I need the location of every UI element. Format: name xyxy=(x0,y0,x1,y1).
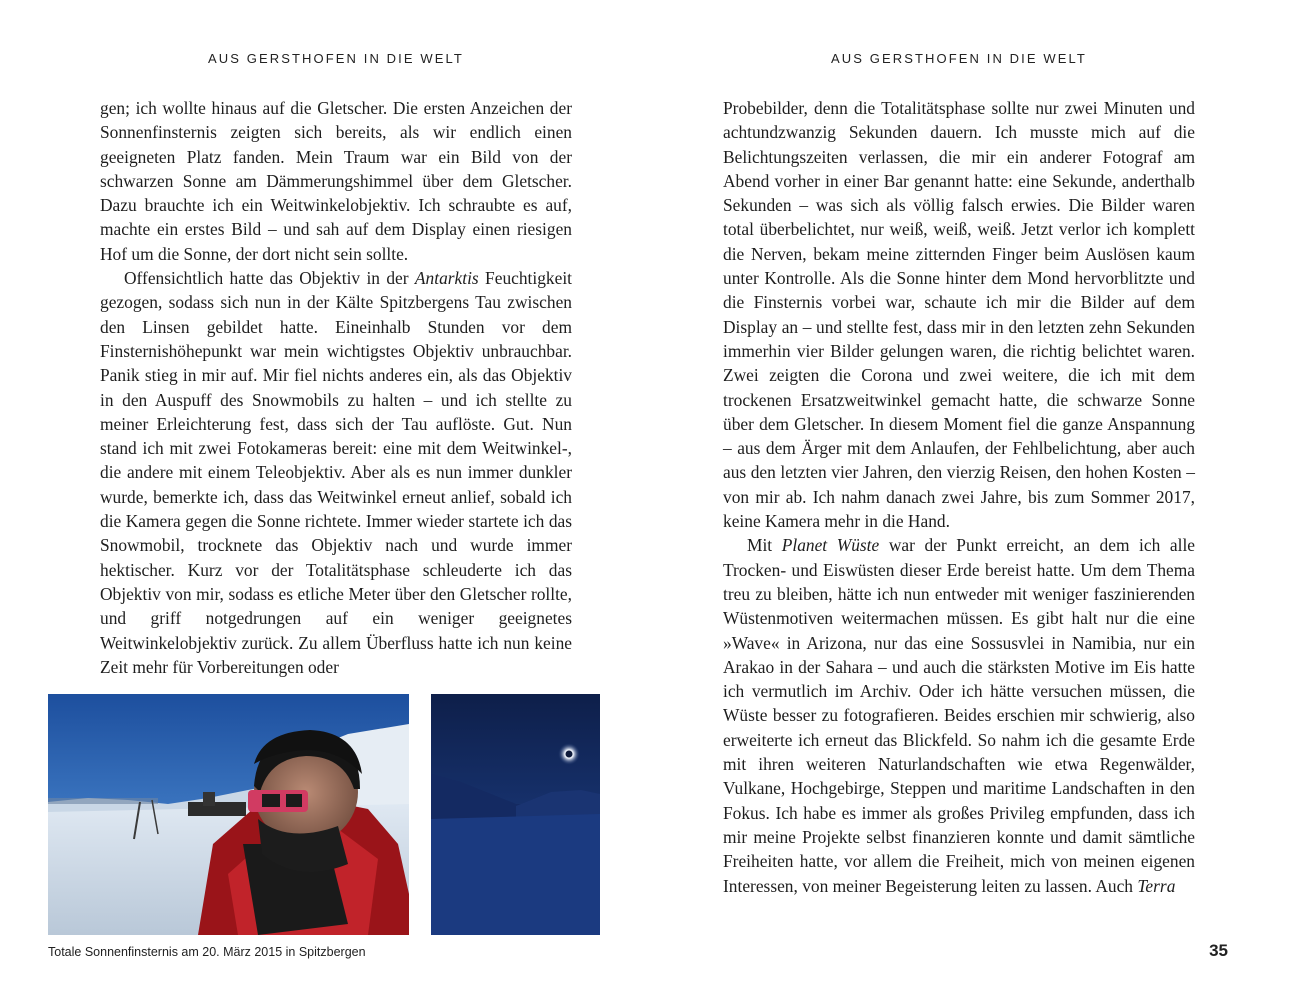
photo-caption: Totale Sonnenfinsternis am 20. März 2015 in Spitzbergen xyxy=(48,945,366,959)
paragraph: gen; ich wollte hinaus auf die Gletscher. Die ersten Anzeichen der Sonnenfinsternis zeigten sich bereits, als wir endlich einen geeigneten Platz fanden. Mein Traum war ein Bild von der schwarzen Sonne am Dämmerungshimmel über dem Gletscher. Dazu brauchte ich ein Weitwinkelobjektiv. Ich schraubte es auf, machte ein erstes Bild – und sah auf dem Display einen riesigen Hof um die Sonne, der dort nicht sein sollte. xyxy=(100,98,572,264)
paragraph: Probebilder, denn die Totalitätsphase sollte nur zwei Minuten und achtundzwanzig Sekunden dauern. Ich musste mich auf die Belichtungszeiten verlassen, die mir ein anderer Fotograf am Abend vorher in einer Bar genannt hatte: eine Sekunde, anderthalb Sekunden – was sich als völlig falsch erwies. Die Bilder waren total überbelichtet, nur weiß, weiß, weiß. Jetzt verlor ich komplett die Nerven, bekam meine zitternden Finger beim Auslösen kaum unter Kontrolle. Als die Sonne hinter dem Mond hervorblitzte und die Finsternis vorbei war, schaute ich mir die Bilder auf dem Display an – und stellte fest, dass mir in den letzten zehn Sekunden immerhin vier Bilder gelungen waren, die richtig belichtet waren. Zwei zeigten die Corona und zwei weitere, die ich mit dem trockenen Ersatzweitwinkel gemacht hatte, die schwarze Sonne über dem Gletscher. In diesem Moment fiel die ganze Anspannung – aus dem Ärger mit dem Anlaufen, der Fehlbelichtung, aber auch aus den letzten vier Jahren, den vierzig Reisen, den hohen Kosten – von mir ab. Ich nahm danach zwei Jahre, bis zum Sommer 2017, keine Kamera mehr in die Hand. xyxy=(723,98,1195,532)
italic-title: Planet Wüste xyxy=(781,535,880,556)
right-page xyxy=(648,0,1295,1000)
running-head-left: AUS GERSTHOFEN IN DIE WELT xyxy=(208,51,464,66)
paragraph: Offensichtlich hatte das Objektiv in der Antarktis Feuchtigkeit gezogen, sodass sich nun in der Kälte Spitzbergens Tau zwischen den Linsen gebildet hatte. Eineinhalb Stunden vor dem Finsternishöhepunkt war mein wichtigstes Objektiv unbrauchbar. Panik stieg in mir auf. Mir fiel nichts anderes ein, als das Objektiv in den Auspuff des Snowmobils zu halten – und ich stellte zu meiner Erleichterung fest, dass sich der Tau auflöste. Gut. Nun stand ich mit zwei Fotokameras bereit: eine mit dem Weitwinkel-, die andere mit einem Teleobjektiv. Aber als es nun immer dunkler wurde, bemerkte ich, dass das Weitwinkel erneut anlief, sobald ich die Kamera gegen die Sonne richtete. Immer wieder startete ich das Snowmobil, trocknete das Objektiv nach und wurde immer hektischer. Kurz vor der Totalitätsphase schleuderte ich das Objektiv von mir, sodass es etliche Meter über den Gletscher rollte, und griff notgedrungen auf ein weniger geeignetes Weitwinkelobjektiv zurück. Zu allem Überfluss hatte ich nun keine Zeit mehr für Vorbereitungen oder xyxy=(100,268,572,677)
photo-eclipse-photographer xyxy=(48,694,409,935)
left-page xyxy=(0,0,647,1000)
page-number: 35 xyxy=(1209,941,1228,960)
running-head-right: AUS GERSTHOFEN IN DIE WELT xyxy=(831,51,1087,66)
italic-title: Terra xyxy=(1137,875,1176,896)
italic-title: Antarktis xyxy=(414,268,479,289)
paragraph: Mit Planet Wüste war der Punkt erreicht, an dem ich alle Trocken- und Eiswüsten dieser Erde bereist hatte. Um dem Thema treu zu bleiben, hätte ich nun entweder mit weniger faszinierenden Wüstenmotiven weitermachen müssen. Es gibt halt nur die eine »Wave« in Arizona, nur das eine Sossusvlei in Namibia, nur ein Arakao in der Sahara – und auch die stärksten Motive im Eis hatte ich vermutlich im Archiv. Oder ich hätte versuchen müssen, die Wüste besser zu fotografieren. Beides erschien mir schwierig, also erweiterte ich erneut das Blickfeld. So nahm ich die gesamte Erde mit ihren weiteren Naturlandschaften wie etwa Regenwälder, Vulkane, Hochgebirge, Steppen und maritime Landschaften in den Fokus. Ich habe es immer als großes Privileg empfunden, dass ich mir meine Projekte selbst finanzieren konnte und damit sämtliche Freiheiten hatte, vor allem die Freiheit, mich von meinen eigenen Interessen, von meiner Begeisterung leiten zu lassen. Auch Terra xyxy=(723,535,1196,896)
photo-eclipse-sky xyxy=(431,694,600,935)
body-text-left xyxy=(100,96,572,679)
body-text-right xyxy=(723,96,1195,898)
